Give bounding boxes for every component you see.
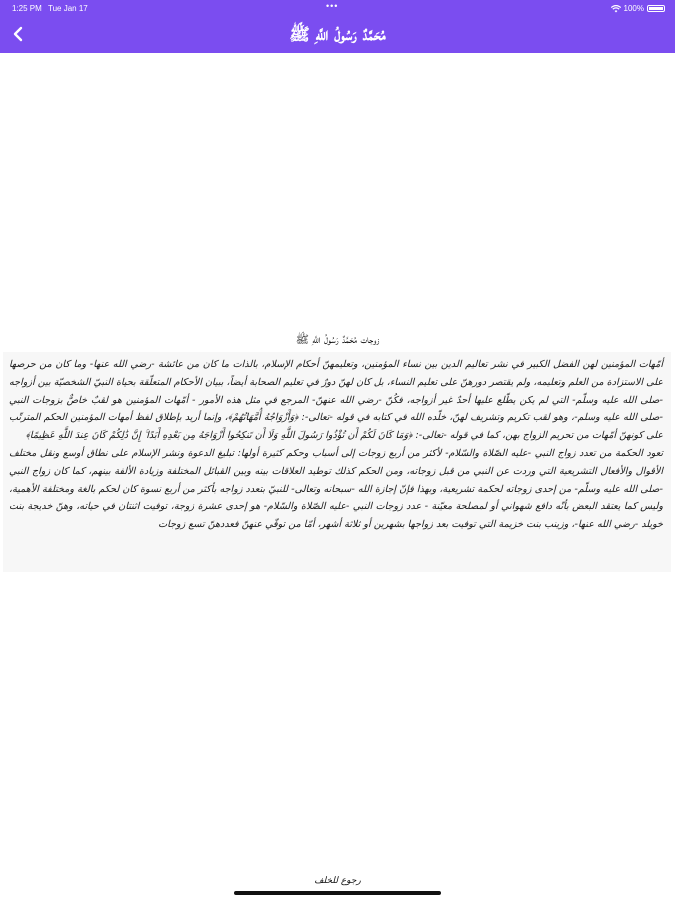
status-time: 1:25 PM — [12, 4, 42, 13]
nav-title: مُحَمَّدٌ رَسُولُ اللَّهِ ﷺ — [289, 25, 386, 45]
article-panel — [3, 352, 671, 572]
multitasking-dots-icon[interactable]: ••• — [326, 1, 339, 11]
article-paragraph-1: أمّهات المؤمنين لهن الفضل الكبير في نشر تعاليم الدين بين نساء المؤمنين، وتعليمهنّ أحكام الإسلام، بالذات ما كان من عائشة -رضي الله عنها- وما كان من حرصها على الاستزادة من العلم وتعليمه، ولم يقتصر دورهنّ على تعليم النساء، بل كان لهنّ دورٌ في تعليم الصحابة أيضاً، ببيان الأحكام المتعلّقة بحياة النبيّ الشخصيّة بين أزواجه -صلى الله عليه وسلّم- التي لم يكن يطّلع عليها أحدٌ غير أزواجه، فكُنّ -رضي الله عنهنّ- المرجع في مثل هذه الأمور - أمّهات المؤمنين هو لقبٌ خاصٌّ بزوجات النبي -صلى الله عليه وسلم-، وهو لقب تكريم وتشريف لهنّ، خلّده الله في كتابه في قوله -تعالى-: ﴿وَأَزْوَاجُهُ أُمَّهَاتُهُمْ﴾، وإنما أريد بإطلاق لفظ أمهات المؤمنين الحكم المترتّب على كونهنّ أمّهات من تحريم الزواج بهن، كما في قوله -تعالى-: ﴿وَمَا كَانَ لَكُمْ أَن تُؤْذُوا رَسُولَ اللَّهِ وَلَا أَن تَنكِحُوا أَزْوَاجَهُ مِن بَعْدِهِ أَبَدًا ۚ إِنَّ ذَٰلِكُمْ كَانَ عِندَ اللَّهِ عَظِيمًا﴾ — [9, 359, 663, 442]
battery-percent: 100% — [623, 4, 644, 13]
battery-icon — [647, 5, 665, 12]
home-indicator[interactable] — [234, 891, 441, 895]
status-bar — [0, 0, 675, 18]
navigation-bar — [0, 18, 675, 53]
article-paragraph-2: تعود الحكمة من تعدد زواج النبي -عليه الصّلاة والسّلام- لأكثر من أربع زوجات إلى أسباب وحكم كثيرة أولها: تبليغ الدعوة ونشر الإسلام على نطاق أوسع ونقل مختلف الأقوال والأفعال التشريعية التي وردت عن النبي من قبل زوجاته، ومن الحكم كذلك توطيد العلاقات بينه وبين القبائل المختلفة وزيادة الألفة بينهم، كما كان زواج النبي -صلى الله عليه وسلّم- من إحدى زوجاته لحكمة تشريعية، وبهذا فإنّ إجازة الله -سبحانه وتعالى- للنبيّ بتعدد زواجه بأكثر من أربع نسوة كان لحكم بالغة ومختلفة الأهمية، وليس كما يعتقد البعض بأنّه دافع شهواني أو لمصلحة معيّنة - عدد زوجات النبي -عليه الصّلاة والسّلام- هو إحدى عشرة زوجة، توفيت اثنتان في حياته، وهنّ خديجة بنت خويلد -رضي الله عنها-، وزينب بنت خزيمة التي توفيت بعد زواجها بشهرين أو ثلاثة أشهر، أمّا من توفّي عنهنّ فعددهنّ تسع زوجات — [9, 447, 663, 531]
status-right — [611, 4, 665, 13]
page-title: زوجات مُحَمَّدٌ رَسُولُ اللَّهِ ﷺ — [295, 333, 380, 346]
status-date: Tue Jan 17 — [48, 4, 88, 13]
wifi-icon — [611, 5, 621, 13]
go-back-link[interactable]: رجوع للخلف — [314, 876, 361, 886]
